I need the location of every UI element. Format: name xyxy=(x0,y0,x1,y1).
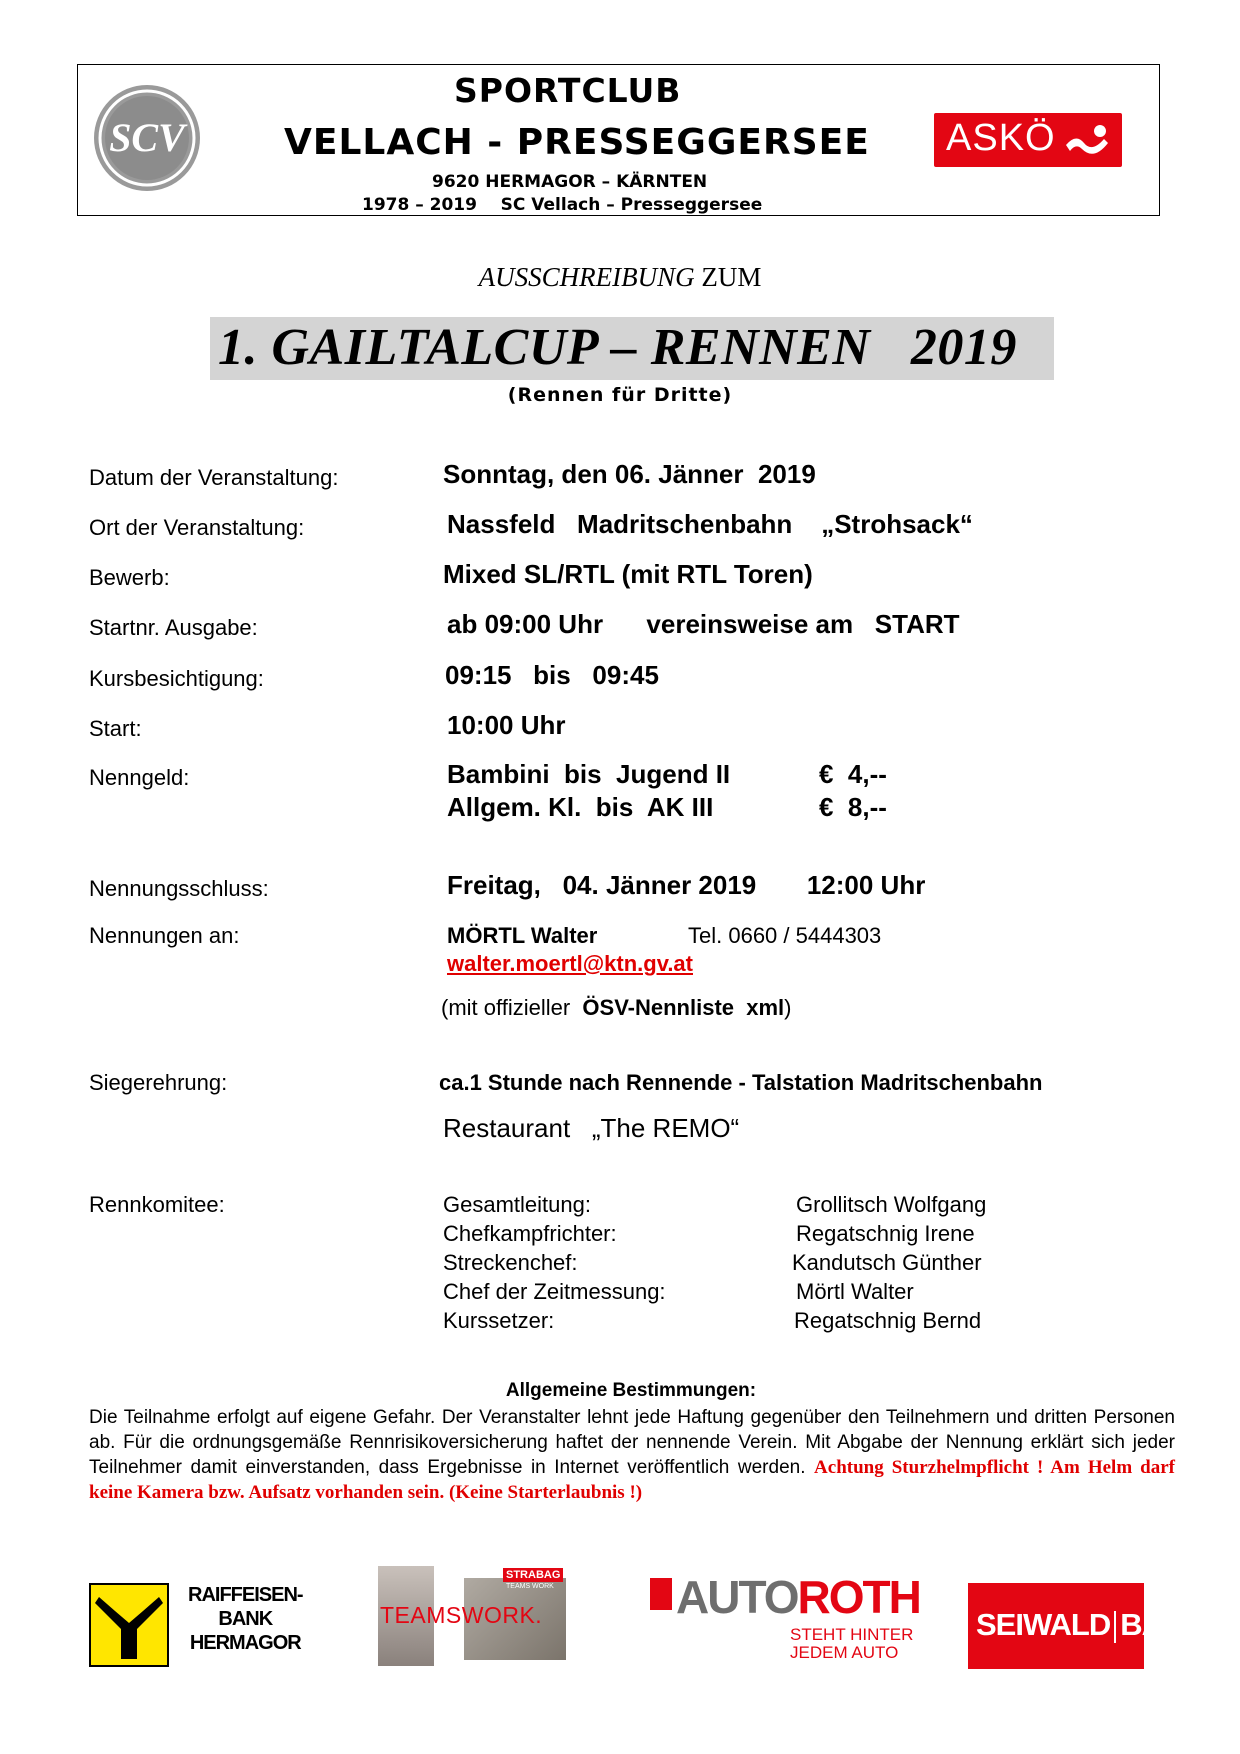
raiffeisen-line3: HERMAGOR xyxy=(189,1632,301,1654)
general-text xyxy=(89,1405,1175,1505)
seiwald-divider xyxy=(1114,1611,1116,1643)
ort-value: Nassfeld Madritschenbahn „Strohsack“ xyxy=(447,509,973,539)
autoroth-slogan xyxy=(790,1626,913,1662)
datum-label: Datum der Veranstaltung: xyxy=(89,465,339,490)
asko-logo-text: ASKÖ xyxy=(946,117,1056,159)
seiwald-wordmark xyxy=(976,1607,1184,1643)
nenngeld-class-2: Allgem. Kl. bis AK III xyxy=(447,792,714,822)
strabag-badge: STRABAG xyxy=(503,1568,563,1582)
intro-italic: AUSSCHREIBUNG xyxy=(478,262,695,292)
teamswork-text: TEAMSWORK. xyxy=(380,1602,543,1628)
committee-name: Mörtl Walter xyxy=(796,1279,914,1304)
seiwald-logo xyxy=(968,1583,1185,1669)
club-logo xyxy=(92,83,202,193)
sieger-value: ca.1 Stunde nach Rennende - Talstation Madritschenbahn xyxy=(439,1070,1043,1095)
nenngeld-price-2: € 8,-- xyxy=(819,792,887,822)
committee-role: Gesamtleitung: xyxy=(443,1192,591,1217)
raiffeisen-logo xyxy=(89,1583,169,1667)
nennungen-note-pre: (mit offizieller xyxy=(441,995,583,1020)
intro-rest: ZUM xyxy=(694,262,762,292)
committee-name: Kandutsch Günther xyxy=(792,1250,982,1275)
bewerb-value: Mixed SL/RTL (mit RTL Toren) xyxy=(443,559,813,589)
nennungen-note-bold: ÖSV-Nennliste xml xyxy=(582,995,785,1020)
nenngeld-price-1: € 4,-- xyxy=(819,759,887,789)
intro-line xyxy=(0,262,1240,293)
nennungen-email-link[interactable]: walter.moertl@ktn.gv.at xyxy=(447,951,693,976)
nenngeld-label: Nenngeld: xyxy=(89,765,190,790)
nennungen-note xyxy=(441,995,791,1021)
autoroth-slogan-2: JEDEM AUTO xyxy=(790,1643,899,1662)
autoroth-slogan-1: STEHT HINTER xyxy=(790,1625,914,1644)
seiwald-name: SEIWALD xyxy=(976,1607,1111,1642)
autoroth-roth: ROTH xyxy=(797,1571,920,1623)
committee-role: Streckenchef: xyxy=(443,1250,578,1275)
ort-label: Ort der Veranstaltung: xyxy=(89,515,305,540)
subtitle: (Rennen für Dritte) xyxy=(507,384,733,406)
svg-text:SCV: SCV xyxy=(109,115,185,160)
nennungen-label: Nennungen an: xyxy=(89,923,240,948)
committee-role: Kurssetzer: xyxy=(443,1308,555,1333)
committee-name: Regatschnig Irene xyxy=(796,1221,975,1246)
nennungen-note-post: ) xyxy=(784,995,792,1020)
startnr-value: ab 09:00 Uhr vereinsweise am START xyxy=(447,609,960,639)
raiffeisen-text xyxy=(188,1583,303,1655)
main-title: 1. GAILTALCUP – RENNEN 2019 xyxy=(218,319,1017,376)
startnr-label: Startnr. Ausgabe: xyxy=(89,615,258,640)
autoroth-logo xyxy=(650,1570,920,1666)
committee-label: Rennkomitee: xyxy=(89,1192,225,1217)
general-heading: Allgemeine Bestimmungen: xyxy=(505,1380,757,1401)
nennungen-tel: Tel. 0660 / 5444303 xyxy=(688,923,882,948)
sieger-label: Siegerehrung: xyxy=(89,1070,228,1095)
autoroth-auto: AUTO xyxy=(676,1571,798,1623)
bewerb-label: Bewerb: xyxy=(89,565,170,590)
committee-name: Regatschnig Bernd xyxy=(794,1308,982,1333)
general-warning: Achtung Sturzhelmpflicht ! Am Helm darf keine Kamera bzw. Aufsatz vorhanden sein. (Keine Starterlaubnis !) xyxy=(89,1457,1175,1503)
start-label: Start: xyxy=(89,716,142,741)
raiffeisen-gable-icon xyxy=(91,1585,167,1665)
strabag-badge-sub: TEAMS WORK xyxy=(506,1583,554,1590)
header-box xyxy=(77,64,1160,216)
raiffeisen-line1: RAIFFEISEN- xyxy=(188,1584,303,1606)
kurs-label: Kursbesichtigung: xyxy=(89,666,264,691)
committee-name: Grollitsch Wolfgang xyxy=(796,1192,987,1217)
club-name-line1: SPORTCLUB xyxy=(454,71,682,110)
strabag-logo xyxy=(378,1566,568,1666)
start-value: 10:00 Uhr xyxy=(447,710,566,740)
seiwald-bau: BAU xyxy=(1120,1607,1185,1642)
general-body: Die Teilnahme erfolgt auf eigene Gefahr. Der Veranstalter lehnt jede Haftung gegenüber den Teilnehmern und dritten Personen ab. Für die ordnungsgemäße Rennrisikoversicherung haftet der nennende Verein. Mit Abgabe der Nennung erklärt sich jeder Teilnehmer damit einverstanden, dass Ergebnisse in Internet veröffentlich werden. xyxy=(89,1407,1175,1478)
asko-swoosh-icon xyxy=(1064,123,1112,157)
nenngeld-class-1: Bambini bis Jugend II xyxy=(447,759,731,789)
sieger-place: Restaurant „The REMO“ xyxy=(443,1113,740,1143)
datum-value: Sonntag, den 06. Jänner 2019 xyxy=(443,459,816,489)
autoroth-red-block xyxy=(650,1578,672,1610)
schluss-value: Freitag, 04. Jänner 2019 12:00 Uhr xyxy=(447,870,926,900)
committee-role: Chefkampfrichter: xyxy=(443,1221,617,1246)
asko-logo xyxy=(934,113,1122,167)
club-address: 9620 HERMAGOR – KÄRNTEN xyxy=(432,172,708,192)
committee-role: Chef der Zeitmessung: xyxy=(443,1279,666,1304)
club-years: 1978 – 2019 SC Vellach – Presseggersee xyxy=(362,195,763,215)
club-name-line2: VELLACH - PRESSEGGERSEE xyxy=(284,122,870,163)
kurs-value: 09:15 bis 09:45 xyxy=(445,660,659,690)
schluss-label: Nennungsschluss: xyxy=(89,876,269,901)
autoroth-wordmark xyxy=(676,1570,920,1624)
nennungen-name: MÖRTL Walter xyxy=(447,923,598,948)
raiffeisen-line2: BANK xyxy=(218,1608,273,1630)
